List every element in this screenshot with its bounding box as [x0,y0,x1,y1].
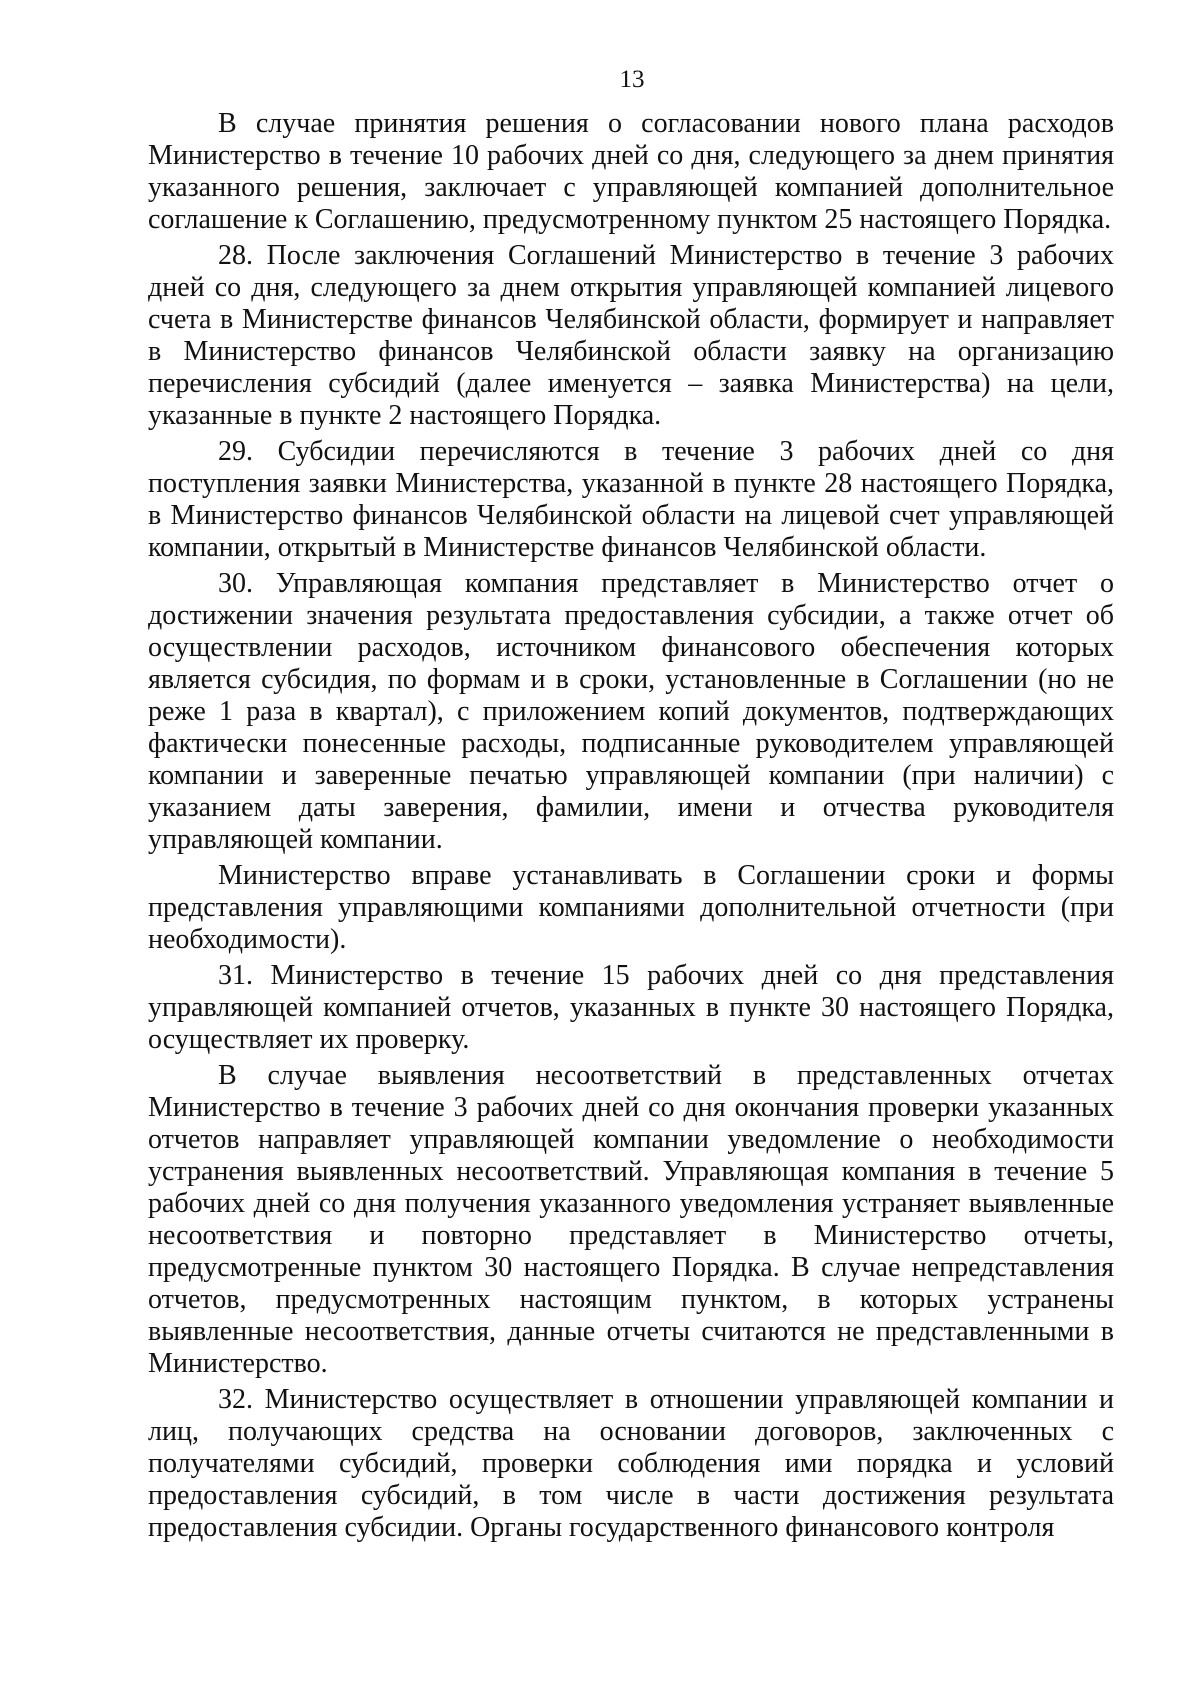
paragraph-30-additional-reporting: Министерство вправе устанавливать в Соглашении сроки и формы представления управляющими компаниями дополнительной отчетности (при необходимости). [148,860,1114,955]
paragraph-31-discrepancies: В случае выявления несоответствий в представленных отчетах Министерство в течение 3 рабочих дней со дня окончания проверки указанных отчетов направляет управляющей компании уведомление о необходимости устранения выявленных несоответствий. Управляющая компания в течение 5 рабочих дней со дня получения указанного уведомления устраняет выявленные несоответствия и повторно представляет в Министерство отчеты, предусмотренные пунктом 30 настоящего Порядка. В случае непредставления отчетов, предусмотренных настоящим пунктом, в которых устранены выявленные несоответствия, данные отчеты считаются не представленными в Министерство. [148,1060,1114,1379]
paragraph-new-plan-agreement: В случае принятия решения о согласовании нового плана расходов Министерство в течение 10 рабочих дней со дня, следующего за днем принятия указанного решения, заключает с управляющей компанией дополнительное соглашение к Соглашению, предусмотренному пунктом 25 настоящего Порядка. [148,108,1114,235]
paragraph-31: 31. Министерство в течение 15 рабочих дней со дня представления управляющей компанией отчетов, указанных в пункте 30 настоящего Порядка, осуществляет их проверку. [148,960,1114,1055]
paragraph-32: 32. Министерство осуществляет в отношении управляющей компании и лиц, получающих средства на основании договоров, заключенных с получателями субсидий, проверки соблюдения ими порядка и условий предоставления субсидий, в том числе в части достижения результата предоставления субсидии. Органы государственного финансового контроля [148,1384,1114,1543]
document-body [148,108,1114,1548]
page-number: 13 [619,66,645,93]
paragraph-30: 30. Управляющая компания представляет в Министерство отчет о достижении значения результата предоставления субсидии, а также отчет об осуществлении расходов, источником финансового обеспечения которых является субсидия, по формам и в сроки, установленные в Соглашении (но не реже 1 раза в квартал), с приложением копий документов, подтверждающих фактически понесенные расходы, подписанные руководителем управляющей компании и заверенные печатью управляющей компании (при наличии) с указанием даты заверения, фамилии, имени и отчества руководителя управляющей компании. [148,568,1114,855]
paragraph-28: 28. После заключения Соглашений Министерство в течение 3 рабочих дней со дня, следующего за днем открытия управляющей компанией лицевого счета в Министерстве финансов Челябинской области, формирует и направляет в Министерство финансов Челябинской области заявку на организацию перечисления субсидий (далее именуется – заявка Министерства) на цели, указанные в пункте 2 настоящего Порядка. [148,240,1114,431]
paragraph-29: 29. Субсидии перечисляются в течение 3 рабочих дней со дня поступления заявки Министерства, указанной в пункте 28 настоящего Порядка, в Министерство финансов Челябинской области на лицевой счет управляющей компании, открытый в Министерстве финансов Челябинской области. [148,436,1114,563]
